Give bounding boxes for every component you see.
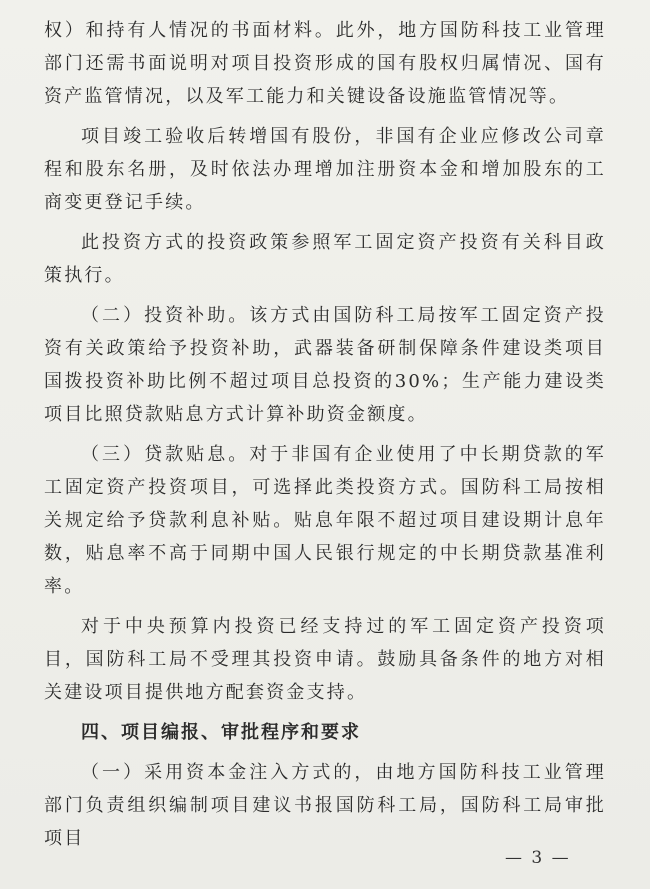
page-number: — 3 — bbox=[505, 848, 571, 868]
paragraph-ownership-materials: 权）和持有人情况的书面材料。此外，地方国防科技工业管理部门还需书面说明对项目投资形成的国有股权归属情况、国有资产监管情况，以及军工能力和关键设备设施监管情况等。 bbox=[44, 20, 606, 107]
paragraph-central-budget: 对于中央预算内投资已经支持过的军工固定资产投资项目，国防科工局不受理其投资申请。鼓励具备条件的地方对相关建设项目提供地方配套资金支持。 bbox=[44, 616, 606, 703]
paragraph-investment-policy: 此投资方式的投资政策参照军工固定资产投资有关科目政策执行。 bbox=[44, 232, 606, 286]
paragraph-loan-interest-subsidy: （三）贷款贴息。对于非国有企业使用了中长期贷款的军工固定资产投资项目，可选择此类投资方式。国防科工局按相关规定给予贷款利息补贴。贴息年限不超过项目建设期计息年数，贴息率不高于同期中国人民银行规定的中长期贷款基准利率。 bbox=[44, 444, 606, 597]
paragraph-share-conversion: 项目竣工验收后转增国有股份，非国有企业应修改公司章程和股东名册，及时依法办理增加注册资本金和增加股东的工商变更登记手续。 bbox=[44, 126, 606, 213]
paragraph-investment-subsidy: （二）投资补助。该方式由国防科工局按军工固定资产投资有关政策给予投资补助，武器装备研制保障条件建设类项目国拨投资补助比例不超过项目总投资的30%；生产能力建设类项目比照贷款贴息方式计算补助资金额度。 bbox=[44, 305, 606, 425]
section-heading-4: 四、项目编报、审批程序和要求 bbox=[81, 722, 361, 743]
document-body bbox=[44, 14, 606, 855]
paragraph-capital-injection: （一）采用资本金注入方式的，由地方国防科技工业管理部门负责组织编制项目建议书报国防科工局，国防科工局审批项目 bbox=[44, 762, 606, 849]
